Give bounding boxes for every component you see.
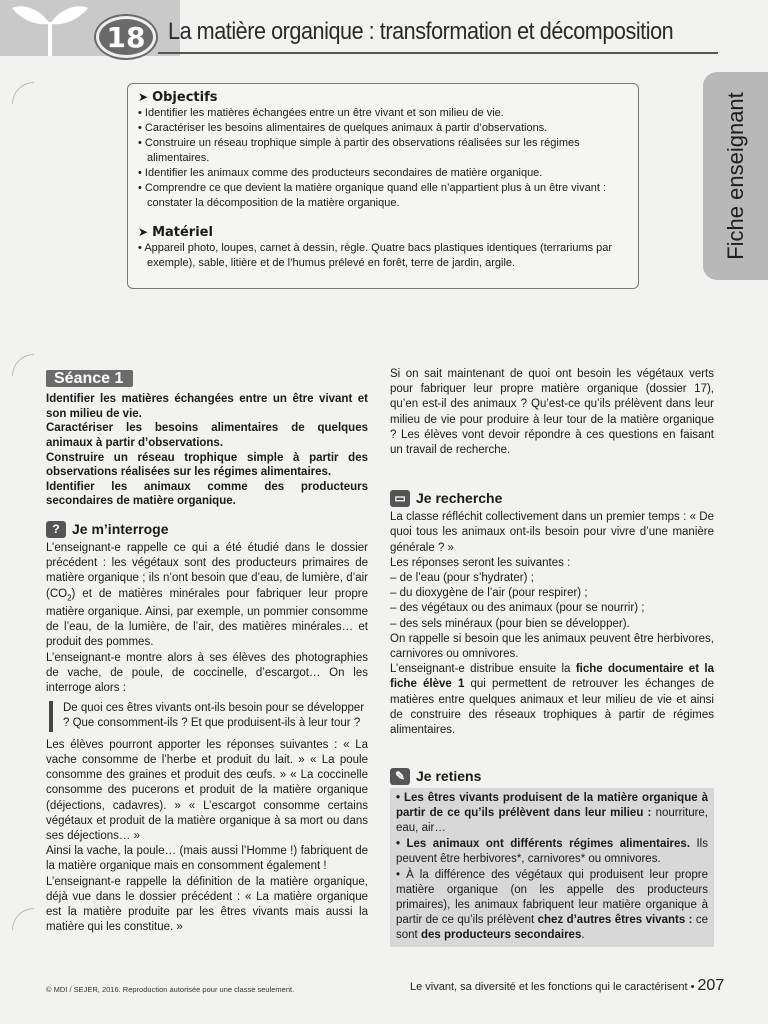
header <box>0 0 768 58</box>
list-item: – de l’eau (pour s’hydrater) ; <box>390 572 534 585</box>
sprout-icon <box>10 0 90 56</box>
materiel-list <box>138 241 628 271</box>
page-title: La matière organique : transformation et décomposition <box>168 18 674 45</box>
arrow-icon: ➤ <box>138 90 149 104</box>
side-tab <box>703 72 768 280</box>
materiel-heading <box>138 225 628 240</box>
text: nourriture, eau, air… <box>396 807 709 835</box>
punch-mark <box>12 354 34 376</box>
interroge-heading <box>46 521 368 538</box>
text: L’enseignant-e distribue ensuite la <box>390 663 576 676</box>
list-item: – des végétaux ou des animaux (pour se nourrir) ; <box>390 602 645 615</box>
text: . <box>581 929 585 942</box>
retiens-heading <box>390 768 714 785</box>
list-item: • Identifier les matières échangées entre un être vivant et son milieu de vie. <box>138 106 628 121</box>
footer-copyright: © MDI / SEJER, 2016. Reproduction autorisée pour une classe seulement. <box>46 985 295 994</box>
paragraph: L’enseignant-e rappelle la définition de la matière organique, déjà vue dans le dossier précédent : « La matière organique est la matière produite par les êtres vivants mais aussi la matière qui les constitue. » <box>46 875 368 934</box>
goal: Caractériser les besoins alimentaires de quelques animaux à partir d’observations. <box>46 422 368 449</box>
text: ) et de matières minérales pour fabriquer leur propre matière organique. Ainsi, par exemple, un pommier consomme de l’eau, de la lumière, de l’air, des matières minérales… et produit des pommes. <box>46 587 368 649</box>
left-column <box>46 370 368 935</box>
interroge-heading-text: Je m’interroge <box>72 520 169 537</box>
materiel-heading-text: Matériel <box>152 225 213 240</box>
text: Ils peuvent être herbivores*, carnivores* ou omnivores. <box>396 838 708 866</box>
right-column <box>390 367 714 947</box>
paragraph <box>396 868 708 943</box>
objectifs-heading <box>138 90 628 105</box>
objectives-box <box>127 83 639 289</box>
arrow-icon: ➤ <box>138 225 149 239</box>
list-item: • Comprendre ce que devient la matière organique quand elle n’appartient plus à un être vivant : constater la décomposition de la matière organique. <box>138 181 628 211</box>
paragraph <box>46 541 368 651</box>
goal: Identifier les matières échangées entre un être vivant et son milieu de vie. <box>46 393 368 420</box>
recherche-heading-text: Je recherche <box>416 490 503 507</box>
seance-goals <box>46 392 368 509</box>
paragraph: Les réponses seront les suivantes : <box>390 556 571 569</box>
text-bold: • Les êtres vivants produisent de la matière organique à partir de ce qu’ils prélèvent dans leur milieu : <box>396 792 708 820</box>
paragraph <box>396 837 708 867</box>
list-item: – du dioxygène de l’air (pour respirer) ; <box>390 587 588 600</box>
text-bold: des producteurs secondaires <box>420 929 582 942</box>
list-item: – des sels minéraux (pour bien se développer). <box>390 617 630 630</box>
paragraph <box>396 791 708 836</box>
seance-label: Séance 1 <box>46 370 133 387</box>
text-bold: • Les animaux ont différents régimes alimentaires. <box>396 838 691 851</box>
header-rule <box>158 52 718 54</box>
objectifs-heading-text: Objectifs <box>152 90 218 105</box>
list-item: • Construire un réseau trophique simple à partir des observations réalisées sur les régimes alimentaires. <box>138 136 628 166</box>
needs-list <box>390 571 714 632</box>
subscript: 2 <box>67 592 72 602</box>
footer-bullet: • <box>690 981 695 993</box>
text: • À la différence des végétaux qui produisent leur propre matière organique (on les appelle des producteurs primaires), les animaux fabriquent leur matière organique à partir de ce qu’ils prélèvent <box>396 869 708 927</box>
paragraph: L’enseignant-e montre alors à ses élèves des photographies de vache, de poule, de coccinelle, d’escargot… On les interroge alors : <box>46 651 368 695</box>
side-tab-label: Fiche enseignant <box>722 92 748 260</box>
text: L’enseignant-e rappelle ce qui a été étudié dans le dossier précédent : les végétaux sont des producteurs primaires de matière organique ; ils n’ont besoin que d’eau, de lumière, d’air (CO <box>46 541 368 600</box>
list-item: • Identifier les animaux comme des producteurs secondaires de matière organique. <box>138 166 628 181</box>
chapter-number-badge: 18 <box>96 16 156 58</box>
punch-mark <box>12 82 34 104</box>
page-number: 207 <box>697 977 725 994</box>
list-item: • Caractériser les besoins alimentaires de quelques animaux à partir d’observations. <box>138 121 628 136</box>
paragraph: La classe réfléchit collectivement dans un premier temps : « De quoi tous les animaux ont-ils besoin pour vivre d’une manière générale ? » <box>390 511 714 554</box>
text: qui permettent de retrouver les échanges de matières entre quelques animaux et leur milieu de vie et ainsi de construire des réseaux trophiques à partir de régimes alimentaires. <box>390 678 714 737</box>
text: ce sont <box>396 914 708 942</box>
goal: Construire un réseau trophique simple à partir des observations réalisées sur les régimes alimentaires. <box>46 451 368 479</box>
list-item: • Appareil photo, loupes, carnet à dessin, règle. Quatre bacs plastiques identiques (terrariums par exemple), sable, litière et de l’humus prélevé en forêt, terre de jardin, argile. <box>138 241 628 271</box>
goal: Identifier les animaux comme des producteurs secondaires de matière organique. <box>46 480 368 508</box>
text-bold: fiche documentaire et la fiche élève 1 <box>390 663 714 691</box>
quote: De quoi ces êtres vivants ont-ils besoin pour se développer ? Que consomment-ils ? Et que produisent-ils à leur tour ? <box>49 701 368 731</box>
paragraph: Si on sait maintenant de quoi ont besoin les végétaux verts pour fabriquer leur propre matière organique (dossier 17), qu’en est-il des animaux ? Qu’est-ce qu’ils prélèvent dans leur milieu de vie pour produire à leur tour de la matière organique ? Les élèves vont devoir répondre à ces questions en faisant un travail de recherche. <box>390 368 714 457</box>
objectifs-list <box>138 106 628 211</box>
book-icon: ▭ <box>390 490 410 507</box>
retiens-box <box>390 788 714 947</box>
footer-theme <box>410 977 724 995</box>
question-icon: ? <box>46 521 66 538</box>
punch-mark <box>12 908 34 930</box>
pencil-icon: ✎ <box>390 768 410 785</box>
paragraph: Les élèves pourront apporter les réponses suivantes : « La vache consomme de l’herbe et produit du lait. » « La poule consomme des graines et produit des œufs. » « La coccinelle consomme des pucerons et produit de la matière organique (déjections, cadavres). » « L’escargot consomme certains végétaux et produit de la matière organique à sa mort ou dans ses déjections… » <box>46 738 368 842</box>
paragraph: On rappelle si besoin que les animaux peuvent être herbivores, carnivores ou omnivores. <box>390 632 714 661</box>
recherche-heading <box>390 490 714 507</box>
retiens-heading-text: Je retiens <box>416 768 482 785</box>
text-bold: chez d’autres êtres vivants : <box>537 914 693 927</box>
footer-theme-text: Le vivant, sa diversité et les fonctions qui le caractérisent <box>410 981 688 993</box>
paragraph: Ainsi la vache, la poule… (mais aussi l’Homme !) fabriquent de la matière organique mais en consomment également ! <box>46 845 368 873</box>
paragraph <box>390 662 714 738</box>
